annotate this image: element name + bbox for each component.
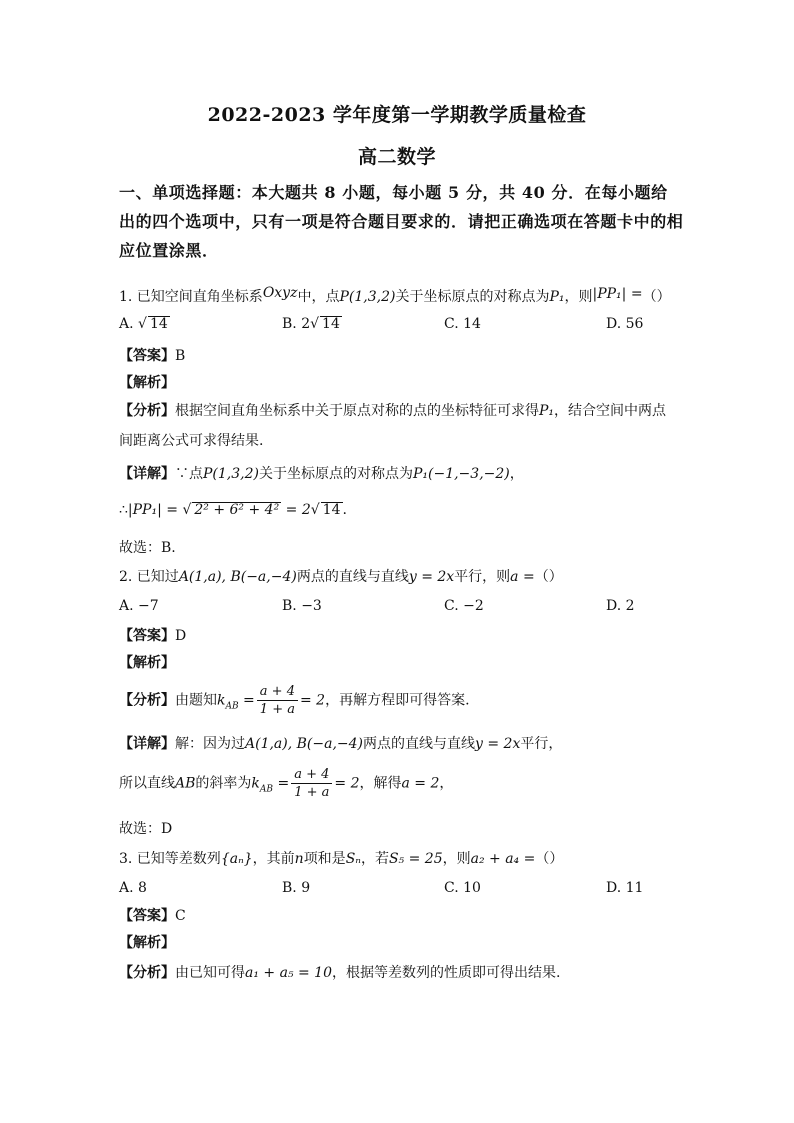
q3-option-b: B. 9 bbox=[282, 880, 311, 896]
q1-analysis-label: 【解析】 bbox=[119, 375, 175, 391]
q1-calculation: ∴|PP₁| = √ 2² + 6² + 4² = 2√ 14 . bbox=[119, 502, 347, 518]
q1-fenxi-cont: 间距离公式可求得结果. bbox=[119, 433, 264, 449]
q3-answer: 【答案】C bbox=[119, 908, 186, 924]
q1-answer: 【答案】B bbox=[119, 348, 186, 364]
q3-stem: 3. 已知等差数列{aₙ}，其前n项和是Sₙ，若S₅ = 25，则a₂ + a₄ =（） bbox=[119, 851, 564, 867]
q2-option-c: C. −2 bbox=[444, 598, 484, 614]
q3-option-c: C. 10 bbox=[444, 880, 481, 896]
q2-fenxi: 【分析】由题知$k_{AB}$ = $\frac{a + 4}{1 + a}$ = 2，再解方程即可得答案. bbox=[119, 684, 470, 717]
q3-analysis-label: 【解析】 bbox=[119, 935, 175, 951]
section-heading: 一、单项选择题：本大题共 8 小题，每小题 5 分，共 40 分．在每小题给出的四个选项中，只有一项是符合题目要求的．请把正确选项在答题卡中的相应位置涂黑． bbox=[119, 183, 684, 260]
q1-choose: 故选：B. bbox=[119, 540, 176, 556]
exam-subtitle: 高二数学 bbox=[357, 146, 436, 168]
q1-detail: 【详解】∵点P(1,3,2)关于坐标原点的对称点为P₁(−1,−3,−2)， bbox=[119, 466, 524, 482]
q1-option-b: B. 2√ 14 bbox=[282, 316, 340, 332]
fraction: $\frac{a + 4}{1 + a}$ bbox=[257, 683, 298, 718]
q3-option-d: D. 11 bbox=[606, 880, 644, 896]
q2-analysis-label: 【解析】 bbox=[119, 655, 175, 671]
q1-option-a: A. √ 14 bbox=[119, 316, 168, 332]
q2-option-a: A. −7 bbox=[119, 598, 159, 614]
q2-choose: 故选：D bbox=[119, 821, 173, 837]
fraction: $\frac{a + 4}{1 + a}$ bbox=[291, 766, 332, 801]
q1-stem: 1. 已知空间直角坐标系Oxyz中，点P(1,3,2)关于坐标原点的对称点为P₁，则|PP₁| =（） bbox=[119, 285, 671, 305]
q2-stem: 2. 已知过A(1,a), B(−a,−4)两点的直线与直线y = 2x平行，则a =（） bbox=[119, 569, 563, 585]
q2-option-b: B. −3 bbox=[282, 598, 322, 614]
q1-fenxi: 【分析】根据空间直角坐标系中关于原点对称的点的坐标特征可求得P₁，结合空间中两点 bbox=[119, 403, 667, 419]
q3-fenxi: 【分析】由已知可得a₁ + a₅ = 10，根据等差数列的性质即可得出结果. bbox=[119, 965, 561, 981]
q1-option-d: D. 56 bbox=[606, 316, 644, 332]
q3-option-a: A. 8 bbox=[119, 880, 147, 896]
q2-answer: 【答案】D bbox=[119, 628, 187, 644]
q2-detail: 【详解】解：因为过A(1,a), B(−a,−4)两点的直线与直线y = 2x平行， bbox=[119, 736, 563, 752]
q2-option-d: D. 2 bbox=[606, 598, 635, 614]
q2-detail-line2: 所以直线AB的斜率为$k_{AB}$ = $\frac{a + 4}{1 + a}$ = 2，解得a = 2， bbox=[119, 767, 454, 800]
exam-title: 2022-2023 学年度第一学期教学质量检查 bbox=[207, 104, 587, 126]
q1-option-c: C. 14 bbox=[444, 316, 481, 332]
